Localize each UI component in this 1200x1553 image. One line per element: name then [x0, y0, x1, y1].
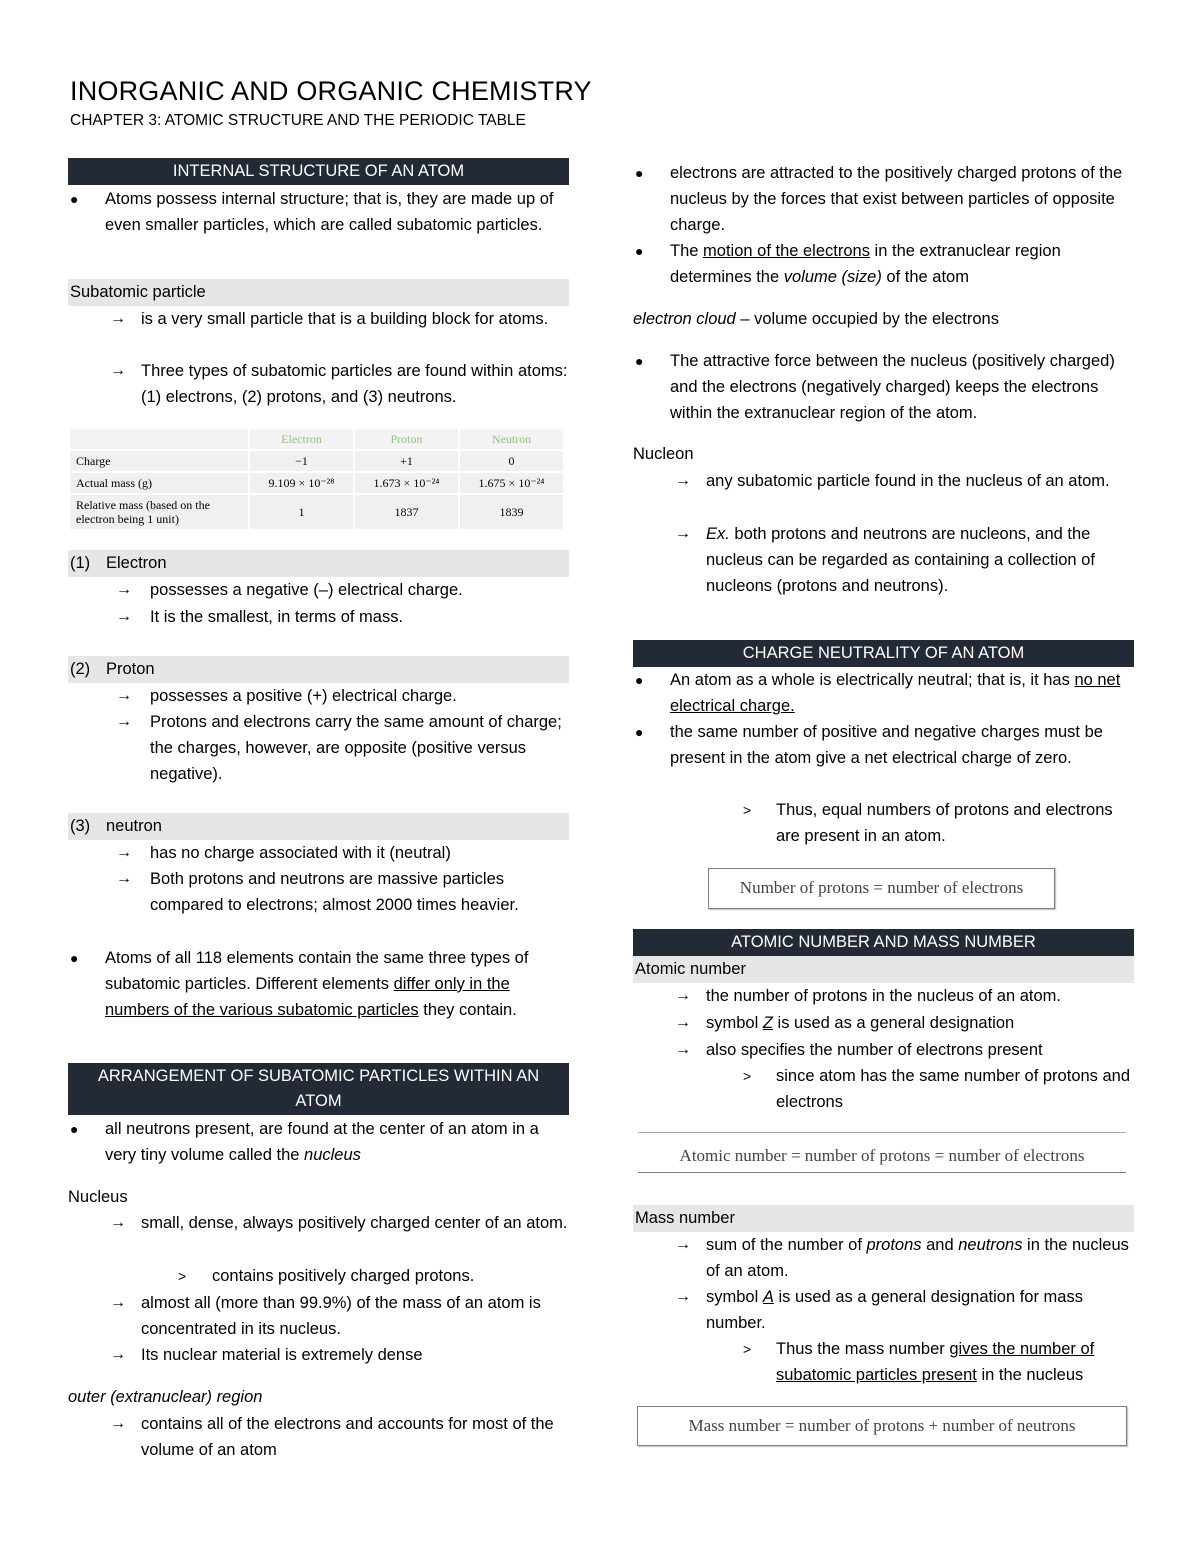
subatomic-particle-table [68, 427, 565, 531]
proton-number: (2) [70, 660, 91, 678]
table-cell: 1.673 × 10⁻²⁴ [354, 472, 459, 494]
neutron-title: neutron [106, 817, 162, 835]
electron-heading [68, 550, 569, 577]
proton-title: Proton [106, 660, 155, 678]
gt-icon: > [743, 802, 752, 818]
arrow-icon: → [675, 472, 691, 489]
bullet-text: the same number of positive and negative charges must be present in the atom give a net electrical charge of zero. [670, 723, 1103, 767]
sub-item-text: contains positively charged protons. [212, 1267, 475, 1285]
table-header-cell: Electron [249, 428, 354, 450]
chapter-subtitle: CHAPTER 3: ATOMIC STRUCTURE AND THE PERIODIC TABLE [70, 112, 526, 129]
arrow-icon: → [675, 1236, 691, 1253]
arrow-icon: → [116, 687, 132, 704]
arrow-icon: → [675, 525, 691, 542]
sub-item-text: since atom has the same number of protons and electrons [776, 1067, 1131, 1111]
arrow-text: Its nuclear material is extremely dense [141, 1346, 423, 1364]
table-row [69, 450, 564, 472]
table-header-cell: Neutron [459, 428, 564, 450]
bullet-item [68, 186, 569, 264]
arrow-icon: → [110, 1214, 126, 1231]
electron-cloud-definition: electron cloud – volume occupied by the electrons [633, 310, 999, 328]
bullet-text: Atoms possess internal structure; that is, they are made up of even smaller particles, which are called subatomic particles. [105, 190, 554, 234]
arrow-text: Three types of subatomic particles are found within atoms: (1) electrons, (2) protons, and (3) neutrons. [141, 362, 568, 406]
atomic-number-heading: Atomic number [633, 956, 1134, 983]
bullet-text: electrons are attracted to the positively charged protons of the nucleus by the forces that exist between particles of opposite charge. [670, 164, 1123, 234]
gt-icon: > [178, 1268, 187, 1284]
bullet-icon: ● [70, 1121, 79, 1137]
bullet-icon: ● [635, 672, 644, 688]
bullet-text: The attractive force between the nucleus (positively charged) and the electrons (negatively charged) keeps the electrons within the extranuclear region of the atom. [670, 352, 1115, 422]
arrow-text: has no charge associated with it (neutral) [150, 844, 451, 862]
table-cell: 9.109 × 10⁻²⁸ [249, 472, 354, 494]
arrow-icon: → [116, 581, 132, 598]
nucleon-heading: Nucleon [633, 445, 694, 463]
section-banner-internal-structure: INTERNAL STRUCTURE OF AN ATOM [68, 158, 569, 185]
section-banner-atomic-mass-number: ATOMIC NUMBER AND MASS NUMBER [633, 929, 1134, 956]
neutron-heading [68, 813, 569, 840]
bullet-text: The motion of the electrons in the extranuclear region determines the volume (size) of the atom [670, 242, 1061, 286]
bullet-icon: ● [70, 191, 79, 207]
proton-heading [68, 656, 569, 683]
outer-region-heading: outer (extranuclear) region [68, 1388, 263, 1406]
formula-protons-electrons: Number of protons = number of electrons [708, 868, 1055, 909]
arrow-icon: → [675, 1288, 691, 1305]
arrow-text: possesses a positive (+) electrical charge. [150, 687, 457, 705]
table-cell: 1 [249, 494, 354, 530]
mass-number-heading: Mass number [633, 1205, 1134, 1232]
table-header-row [69, 428, 564, 450]
bullet-text: An atom as a whole is electrically neutral; that is, it has no net electrical charge. [670, 671, 1121, 715]
arrow-text: contains all of the electrons and accounts for most of the volume of an atom [141, 1415, 554, 1459]
arrow-text: Both protons and neutrons are massive particles compared to electrons; almost 2000 times heavier. [150, 870, 519, 914]
formula-mass-number: Mass number = number of protons + number of neutrons [637, 1406, 1127, 1446]
bullet-text: Atoms of all 118 elements contain the same three types of subatomic particles. Different elements differ only in the numbers of the various subatomic particles they contain. [105, 949, 529, 1019]
arrow-icon: → [110, 1346, 126, 1363]
table-cell: 1839 [459, 494, 564, 530]
electron-number: (1) [70, 554, 91, 572]
table-cell: 1.675 × 10⁻²⁴ [459, 472, 564, 494]
arrow-text: Ex. both protons and neutrons are nucleons, and the nucleus can be regarded as containing a collection of nucleons (protons and neutrons). [706, 525, 1095, 595]
subatomic-particle-heading: Subatomic particle [68, 279, 569, 306]
table-cell: Actual mass (g) [69, 472, 249, 494]
table-cell: Relative mass (based on the electron being 1 unit) [69, 494, 249, 530]
arrow-text: is a very small particle that is a building block for atoms. [141, 310, 549, 328]
formula-atomic-number: Atomic number = number of protons = number of electrons [638, 1132, 1126, 1173]
arrow-icon: → [116, 713, 132, 730]
bullet-text: all neutrons present, are found at the center of an atom in a very tiny volume called the nucleus [105, 1120, 539, 1164]
arrow-icon: → [675, 987, 691, 1004]
table-row [69, 472, 564, 494]
arrow-icon: → [116, 870, 132, 887]
bullet-icon: ● [635, 165, 644, 181]
table-cell: +1 [354, 450, 459, 472]
table-cell: 0 [459, 450, 564, 472]
arrow-icon: → [675, 1041, 691, 1058]
arrow-text: small, dense, always positively charged center of an atom. [141, 1214, 568, 1232]
arrow-text: also specifies the number of electrons present [706, 1041, 1043, 1059]
arrow-text: It is the smallest, in terms of mass. [150, 608, 404, 626]
bullet-icon: ● [635, 724, 644, 740]
document-title: INORGANIC AND ORGANIC CHEMISTRY [70, 76, 592, 106]
bullet-icon: ● [635, 243, 644, 259]
arrow-text: the number of protons in the nucleus of an atom. [706, 987, 1061, 1005]
arrow-icon: → [110, 1415, 126, 1432]
nucleus-heading: Nucleus [68, 1188, 128, 1206]
gt-icon: > [743, 1068, 752, 1084]
arrow-icon: → [675, 1014, 691, 1031]
table-cell: Charge [69, 450, 249, 472]
arrow-text: sum of the number of protons and neutrons in the nucleus of an atom. [706, 1236, 1129, 1280]
arrow-icon: → [116, 844, 132, 861]
arrow-icon: → [116, 608, 132, 625]
table-cell: −1 [249, 450, 354, 472]
arrow-text: possesses a negative (–) electrical charge. [150, 581, 463, 599]
bullet-icon: ● [635, 353, 644, 369]
section-banner-charge-neutrality: CHARGE NEUTRALITY OF AN ATOM [633, 640, 1134, 667]
bullet-icon: ● [70, 950, 79, 966]
arrow-text: symbol A is used as a general designation for mass number. [706, 1288, 1083, 1332]
arrow-text: any subatomic particle found in the nucleus of an atom. [706, 472, 1110, 490]
sub-item-text: Thus, equal numbers of protons and electrons are present in an atom. [776, 801, 1113, 845]
arrow-icon: → [110, 362, 126, 379]
arrow-icon: → [110, 1294, 126, 1311]
arrow-text: Protons and electrons carry the same amount of charge; the charges, however, are opposite (positive versus negative). [150, 713, 562, 783]
section-banner-arrangement: ARRANGEMENT OF SUBATOMIC PARTICLES WITHIN AN ATOM [68, 1063, 569, 1115]
table-cell: 1837 [354, 494, 459, 530]
electron-title: Electron [106, 554, 167, 572]
gt-icon: > [743, 1341, 752, 1357]
table-row [69, 494, 564, 530]
neutron-number: (3) [70, 817, 91, 835]
table-header-cell: Proton [354, 428, 459, 450]
arrow-text: symbol Z is used as a general designation [706, 1014, 1015, 1032]
arrow-text: almost all (more than 99.9%) of the mass of an atom is concentrated in its nucleus. [141, 1294, 541, 1338]
table-header-cell [69, 428, 249, 450]
sub-item-text: Thus the mass number gives the number of subatomic particles present in the nucleus [776, 1340, 1095, 1384]
arrow-icon: → [110, 310, 126, 327]
